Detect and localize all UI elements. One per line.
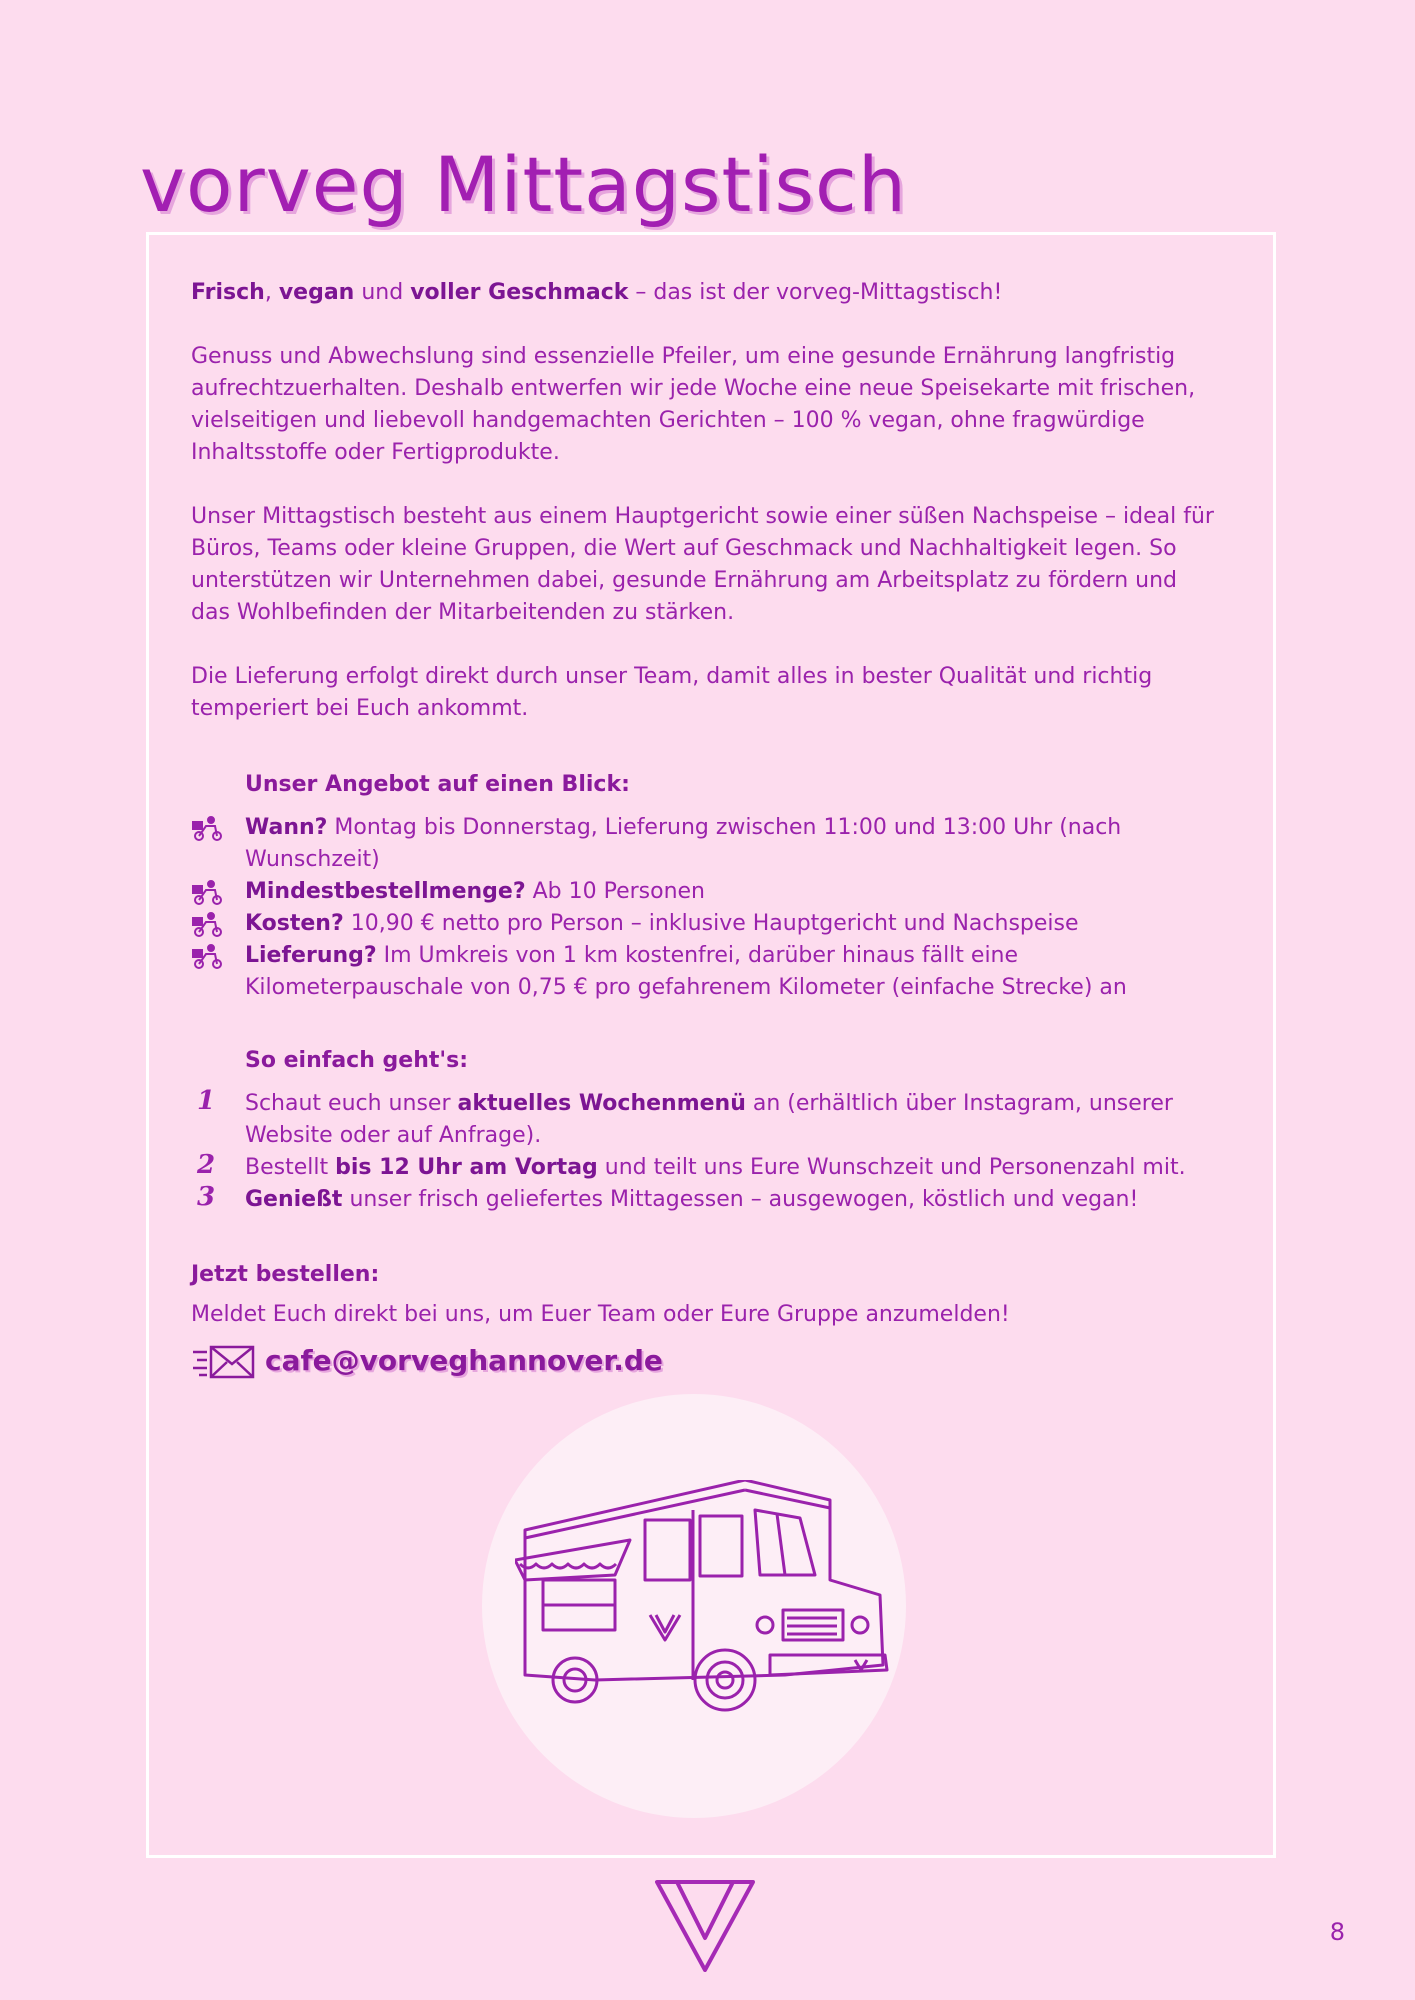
intro-paragraph-delivery: Die Lieferung erfolgt direkt durch unser Team, damit alles in bester Qualität und richtig temperiert bei Euch ankommt.: [191, 664, 1153, 721]
food-truck-icon: [515, 1480, 895, 1730]
offer-item-minimum: Mindestbestellmenge? Ab 10 Personen: [245, 879, 706, 904]
offer-item-when: Wann? Montag bis Donnerstag, Lieferung zwischen 11:00 und 13:00 Uhr (nach Wunschzeit): [245, 815, 1122, 872]
intro-tagline: Frisch, vegan und voller Geschmack – das ist der vorveg-Mittagstisch!: [191, 280, 1003, 305]
page-number: 8: [1329, 1918, 1345, 1946]
order-text: Meldet Euch direkt bei uns, um Euer Team oder Eure Gruppe anzumelden!: [191, 1302, 1010, 1327]
tagline-vegan: vegan: [278, 280, 355, 305]
delivery-scooter-icon: [191, 816, 225, 842]
intro-paragraph-variety: Genuss und Abwechslung sind essenzielle Pfeiler, um eine gesunde Ernährung langfristig aufrechtzuerhalten. Deshalb entwerfen wir jede Woche eine neue Speisekarte mit frischen, vielseitigen und liebevoll handgemachten Gerichten – 100 % vegan, ohne fragwürdige Inhaltsstoffe oder Fertigprodukte.: [191, 344, 1196, 465]
step-text: Genießt unser frisch geliefertes Mittagessen – ausgewogen, köstlich und vegan!: [245, 1187, 1139, 1212]
offer-item-delivery: Lieferung? Im Umkreis von 1 km kostenfrei, darüber hinaus fällt eine Kilometerpauschale von 0,75 € pro gefahrenem Kilometer (einfache Strecke) an: [245, 943, 1127, 1000]
delivery-scooter-icon: [191, 880, 225, 906]
steps-heading: So einfach geht's:: [245, 1048, 468, 1073]
tagline-fresh: Frisch: [191, 280, 265, 305]
email-row: [191, 1344, 791, 1384]
email-envelope-icon: [191, 1344, 257, 1380]
order-heading: Jetzt bestellen:: [191, 1262, 380, 1287]
delivery-scooter-icon: [191, 944, 225, 970]
step-number: 2: [197, 1150, 216, 1180]
offer-item-cost: Kosten? 10,90 € netto pro Person – inklusive Hauptgericht und Nachspeise: [245, 911, 1079, 936]
step-number: 3: [197, 1182, 216, 1212]
email-link[interactable]: cafe@vorveghannover.de: [265, 1344, 663, 1377]
delivery-scooter-icon: [191, 912, 225, 938]
step-text: Schaut euch unser aktuelles Wochenmenü an (erhältlich über Instagram, unserer Website oder auf Anfrage).: [245, 1091, 1173, 1148]
page-title: vorveg Mittagstisch: [140, 140, 908, 229]
offer-heading: Unser Angebot auf einen Blick:: [245, 772, 630, 797]
step-number: 1: [197, 1086, 216, 1116]
intro-paragraph-offer: Unser Mittagstisch besteht aus einem Hauptgericht sowie einer süßen Nachspeise – ideal für Büros, Teams oder kleine Gruppen, die Wert auf Geschmack und Nachhaltigkeit legen. So unterstützen wir Unternehmen dabei, gesunde Ernährung am Arbeitsplatz zu fördern und das Wohlbefinden der Mitarbeitenden zu stärken.: [191, 504, 1214, 625]
step-text: Bestellt bis 12 Uhr am Vortag und teilt uns Eure Wunschzeit und Personenzahl mit.: [245, 1155, 1186, 1180]
vorveg-v-logo: [655, 1880, 755, 1972]
tagline-taste: voller Geschmack: [410, 280, 629, 305]
